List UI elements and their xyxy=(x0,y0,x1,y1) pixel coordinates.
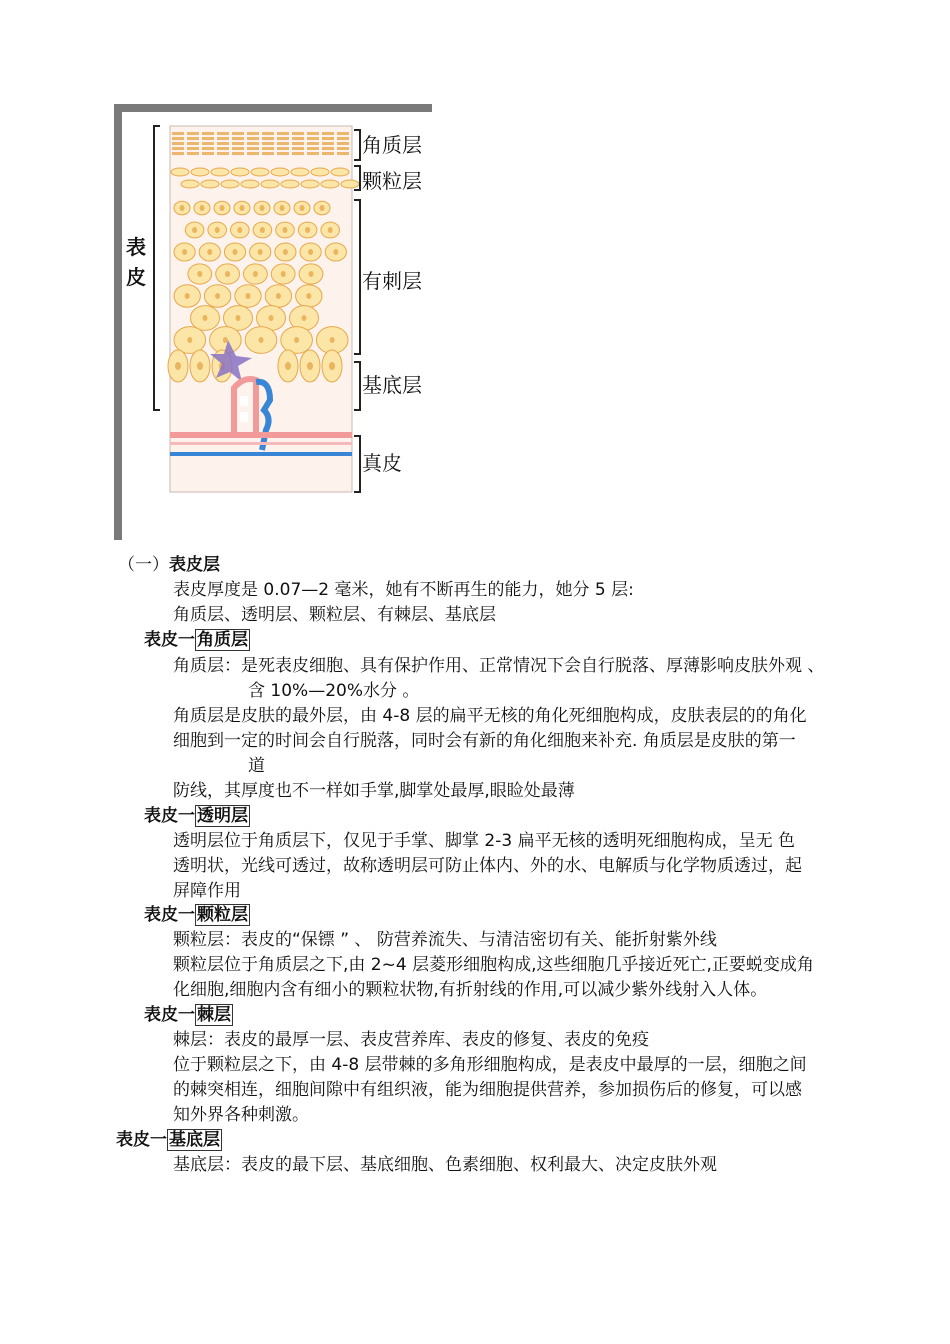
dermis-red-band-2 xyxy=(170,442,352,445)
spinosum-nucleus xyxy=(283,249,288,255)
spinosum-nucleus xyxy=(225,271,230,277)
spinosum-nucleus xyxy=(276,293,281,299)
spinosum-nucleus xyxy=(246,293,251,299)
corneum-cell xyxy=(322,132,334,135)
corneum-cell xyxy=(202,137,214,140)
spinosum-p2-a: 位于颗粒层之下，由 4-8 层带棘的多角形细胞构成，是表皮中最厚的一层，细胞之间 xyxy=(173,1055,807,1075)
spinosum-nucleus xyxy=(187,337,192,343)
corneum-cell xyxy=(202,132,214,135)
spinosum-nucleus xyxy=(306,293,311,299)
spinosum-nucleus xyxy=(260,227,265,233)
corneum-cell xyxy=(307,132,319,135)
layers-list-line: 角质层、透明层、颗粒层、有棘层、基底层 xyxy=(173,605,496,625)
dermis-blue-band xyxy=(170,452,352,456)
spinosum-nucleus xyxy=(294,337,299,343)
corneum-cell xyxy=(217,152,229,155)
granulosum-cell xyxy=(171,168,189,176)
basale-heading xyxy=(116,1129,222,1151)
corneum-cell xyxy=(217,132,229,135)
spinosum-p1: 棘层：表皮的最厚一层、表皮营养库、表皮的修复、表皮的免疫 xyxy=(173,1030,649,1050)
corneum-cell xyxy=(307,137,319,140)
spinosum-nucleus xyxy=(280,205,285,211)
corneum-cell xyxy=(337,132,349,135)
corneum-cell xyxy=(247,132,259,135)
spinosum-nucleus xyxy=(185,293,190,299)
frame-left xyxy=(114,104,122,540)
corneum-cell xyxy=(247,152,259,155)
spinosum-nucleus xyxy=(260,205,265,211)
frame-top xyxy=(114,104,432,112)
spinosum-p2-b: 的棘突相连，细胞间隙中有组织液，能为细胞提供营养，参加损伤后的修复，可以感 xyxy=(173,1080,802,1100)
granulosum-cell xyxy=(221,180,239,188)
skin-layers-diagram xyxy=(114,104,432,540)
corneum-cell xyxy=(322,137,334,140)
granulosum-heading-title: 颗粒层 xyxy=(197,905,248,925)
granulosum-cell xyxy=(281,180,299,188)
spinosum-nucleus xyxy=(269,315,274,321)
corneum-cell xyxy=(337,147,349,150)
corneum-cell xyxy=(307,147,319,150)
corneum-cell xyxy=(292,152,304,155)
granulosum-cell xyxy=(301,180,319,188)
granulosum-cell xyxy=(241,180,259,188)
spinosum-bracket xyxy=(354,200,360,354)
corneum-p1-b: 含 10%—20%水分 。 xyxy=(248,681,420,701)
corneum-cell xyxy=(292,137,304,140)
spinosum-nucleus xyxy=(192,227,197,233)
spinosum-nucleus xyxy=(333,249,338,255)
spinosum-nucleus xyxy=(197,271,202,277)
corneum-cell xyxy=(172,147,184,150)
granulosum-cell xyxy=(271,168,289,176)
corneum-p1-a: 角质层：是死表皮细胞、具有保护作用、正常情况下会自行脱落、厚薄影响皮肤外观 、 xyxy=(173,656,825,676)
corneum-cell xyxy=(292,132,304,135)
granulosum-cell xyxy=(331,168,349,176)
corneum-cell xyxy=(217,147,229,150)
basale-nucleus xyxy=(285,362,291,370)
granulosum-cell xyxy=(201,180,219,188)
corneum-p2-a: 角质层是皮肤的最外层，由 4-8 层的扁平无核的角化死细胞构成，皮肤表层的的角化 xyxy=(173,706,807,726)
corneum-cell xyxy=(247,147,259,150)
corneum-cell xyxy=(232,147,244,150)
corneum-cell xyxy=(292,147,304,150)
corneum-cell xyxy=(217,142,229,145)
basale-nucleus xyxy=(329,362,335,370)
granulosum-cell xyxy=(311,168,329,176)
skin-layers-figure xyxy=(114,104,432,540)
granulosum-cell xyxy=(341,180,359,188)
intro-line: 表皮厚度是 0.07—2 毫米，她有不断再生的能力，她分 5 层: xyxy=(173,580,634,600)
spinosum-nucleus xyxy=(253,271,258,277)
spinosum-nucleus xyxy=(200,205,205,211)
corneum-cell xyxy=(232,142,244,145)
epidermis-bracket xyxy=(154,126,160,410)
lucidum-heading-title: 透明层 xyxy=(197,806,248,826)
granulosum-heading-prefix: 表皮一 xyxy=(144,905,195,925)
spinosum-nucleus xyxy=(258,249,263,255)
spinosum-nucleus xyxy=(237,227,242,233)
spinosum-nucleus xyxy=(302,315,307,321)
spinosum-heading xyxy=(144,1004,233,1026)
spinosum-nucleus xyxy=(281,271,286,277)
corneum-bracket xyxy=(354,130,360,160)
granulosum-cell xyxy=(211,168,229,176)
corneum-cell xyxy=(277,132,289,135)
corneum-cell xyxy=(277,147,289,150)
corneum-cell xyxy=(262,142,274,145)
dermis-red-band-1 xyxy=(170,432,352,438)
corneum-cell xyxy=(172,137,184,140)
spinosum-nucleus xyxy=(220,205,225,211)
spinosum-nucleus xyxy=(233,249,238,255)
label-epidermis-2: 皮 xyxy=(126,265,146,289)
corneum-cell xyxy=(262,147,274,150)
corneum-cell xyxy=(187,147,199,150)
granulosum-cell xyxy=(231,168,249,176)
corneum-cell xyxy=(262,137,274,140)
label-epidermis-1: 表 xyxy=(126,235,146,259)
corneum-cell xyxy=(202,152,214,155)
granulosum-cell xyxy=(261,180,279,188)
corneum-cell xyxy=(187,137,199,140)
spinosum-nucleus xyxy=(182,249,187,255)
spinosum-nucleus xyxy=(236,315,241,321)
basale-heading-prefix: 表皮一 xyxy=(116,1130,167,1150)
corneum-cell xyxy=(277,142,289,145)
spinosum-nucleus xyxy=(215,227,220,233)
spinosum-nucleus xyxy=(305,227,310,233)
corneum-cell xyxy=(277,137,289,140)
corneum-cell xyxy=(202,142,214,145)
corneum-cell xyxy=(322,152,334,155)
spinosum-nucleus xyxy=(328,227,333,233)
spinosum-nucleus xyxy=(330,337,335,343)
basale-nucleus xyxy=(197,362,203,370)
corneum-cell xyxy=(322,147,334,150)
corneum-cell xyxy=(337,142,349,145)
label-dermis: 真皮 xyxy=(362,451,402,475)
corneum-cell xyxy=(322,142,334,145)
section-heading-title: 表皮层 xyxy=(169,555,220,575)
corneum-cell xyxy=(187,132,199,135)
corneum-cell xyxy=(217,137,229,140)
basale-nucleus xyxy=(307,362,313,370)
corneum-p2-b: 细胞到一定的时间会自行脱落，同时会有新的角化细胞来补充. 角质层是皮肤的第一 xyxy=(173,731,796,751)
basale-p1: 基底层：表皮的最下层、基底细胞、色素细胞、权利最大、决定皮肤外观 xyxy=(173,1155,717,1175)
spinosum-nucleus xyxy=(207,249,212,255)
basale-heading-title: 基底层 xyxy=(169,1130,220,1150)
spinosum-nucleus xyxy=(300,205,305,211)
lucidum-p1-a: 透明层位于角质层下，仅见于手掌、脚掌 2-3 扁平无核的透明死细胞构成，呈无 色 xyxy=(173,831,795,851)
corneum-heading-prefix: 表皮一 xyxy=(144,630,195,650)
spinosum-nucleus xyxy=(320,205,325,211)
corneum-cell xyxy=(202,147,214,150)
lucidum-p1-c: 屏障作用 xyxy=(173,881,241,901)
spinosum-nucleus xyxy=(283,227,288,233)
corneum-cell xyxy=(187,152,199,155)
corneum-cell xyxy=(337,137,349,140)
corneum-heading-title: 角质层 xyxy=(197,630,248,650)
granulosum-cell xyxy=(191,168,209,176)
corneum-cell xyxy=(172,152,184,155)
corneum-cell xyxy=(262,132,274,135)
corneum-cell xyxy=(247,142,259,145)
corneum-cell xyxy=(172,142,184,145)
vessel-window-2 xyxy=(240,412,248,422)
granulosum-p2-b: 化细胞,细胞内含有细小的颗粒状物,有折射线的作用,可以减少紫外线射入人体。 xyxy=(173,980,768,1000)
label-basale: 基底层 xyxy=(362,373,422,397)
granulosum-heading xyxy=(144,904,250,926)
corneum-heading xyxy=(144,629,250,651)
corneum-cell xyxy=(307,142,319,145)
label-spinosum: 有刺层 xyxy=(362,269,422,293)
label-corneum: 角质层 xyxy=(362,133,422,157)
corneum-cell xyxy=(307,152,319,155)
spinosum-heading-title: 棘层 xyxy=(197,1005,231,1025)
basale-nucleus xyxy=(175,362,181,370)
granulosum-cell xyxy=(251,168,269,176)
spinosum-nucleus xyxy=(308,249,313,255)
granulosum-cell xyxy=(181,180,199,188)
section-heading xyxy=(118,554,220,576)
dermis-bracket xyxy=(354,436,360,492)
lucidum-heading-prefix: 表皮一 xyxy=(144,806,195,826)
corneum-cell xyxy=(277,152,289,155)
basale-bracket xyxy=(354,362,360,410)
corneum-cell xyxy=(337,152,349,155)
granulosum-p1: 颗粒层：表皮的“保镖 ” 、 防营养流失、与清洁密切有关、能折射紫外线 xyxy=(173,930,717,950)
corneum-cell xyxy=(187,142,199,145)
granulosum-cell xyxy=(291,168,309,176)
spinosum-nucleus xyxy=(215,293,220,299)
corneum-cell xyxy=(232,152,244,155)
lucidum-p1-b: 透明状，光线可透过，故称透明层可防止体内、外的水、电解质与化学物质透过，起 xyxy=(173,856,802,876)
label-granulosum: 颗粒层 xyxy=(362,169,422,193)
corneum-p3: 防线，其厚度也不一样如手掌,脚掌处最厚,眼睑处最薄 xyxy=(173,781,575,801)
section-heading-number: （一） xyxy=(118,555,169,575)
spinosum-p2-c: 知外界各种刺激。 xyxy=(173,1105,309,1125)
granulosum-cell xyxy=(321,180,339,188)
corneum-cell xyxy=(247,137,259,140)
corneum-cell xyxy=(262,152,274,155)
vessel-window-1 xyxy=(240,396,248,406)
corneum-cell xyxy=(172,132,184,135)
lucidum-heading xyxy=(144,805,250,827)
spinosum-nucleus xyxy=(180,205,185,211)
granulosum-p2-a: 颗粒层位于角质层之下,由 2~4 层菱形细胞构成,这些细胞几乎接近死亡,正要蜕变成角 xyxy=(173,955,814,975)
spinosum-heading-prefix: 表皮一 xyxy=(144,1005,195,1025)
spinosum-nucleus xyxy=(203,315,208,321)
spinosum-nucleus xyxy=(309,271,314,277)
corneum-p2-c: 道 xyxy=(248,756,265,776)
spinosum-nucleus xyxy=(223,337,228,343)
spinosum-nucleus xyxy=(259,337,264,343)
corneum-cell xyxy=(232,137,244,140)
corneum-cell xyxy=(232,132,244,135)
corneum-cell xyxy=(292,142,304,145)
spinosum-nucleus xyxy=(240,205,245,211)
